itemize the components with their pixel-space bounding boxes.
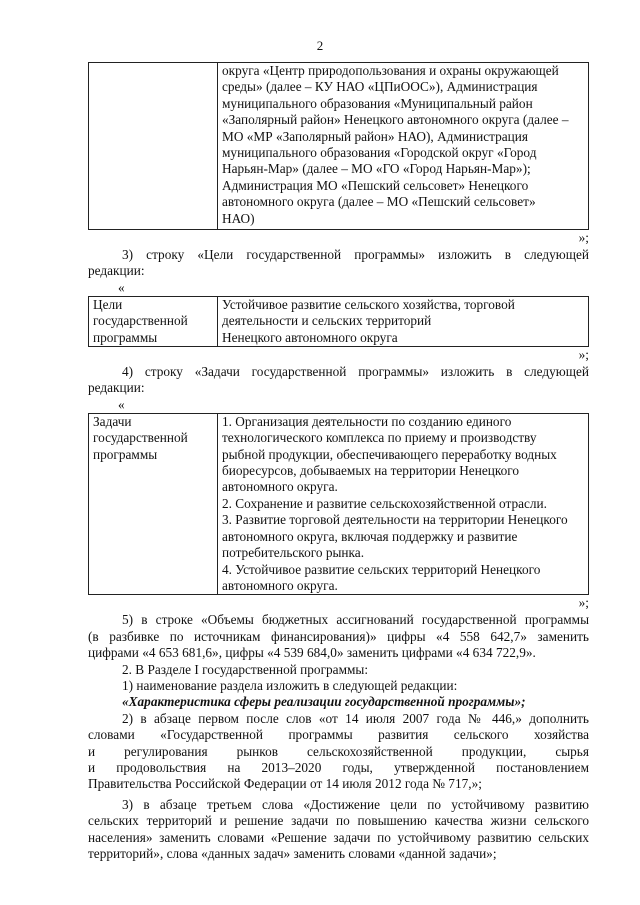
table-line: МО «МР «Заполярный район» НАО), Администрация [222,128,528,144]
paragraph-line: 3) в абзаце третьем слова «Достижение цели по устойчивому развитию [122,796,589,812]
table-row [89,413,589,594]
table-line: «Заполярный район» Ненецкого автономного округа (далее – [222,112,569,128]
paragraph-line: 4) строку «Задачи государственной программы» изложить в следующей [122,364,589,380]
table-line: программы [93,446,158,462]
table-line: Нарьян-Мар» (далее – МО «ГО «Город Нарьян-Мар»); [222,161,531,177]
item-4-paragraph [88,364,589,397]
table-cell-right [218,63,589,230]
sub-item-2-paragraph [88,711,589,793]
paragraph-line: территорий», слова «данных задач» заменить словами «данной задачи»; [88,846,497,861]
table-line: потребительского рынка. [222,545,365,561]
table-line: автономного округа. [222,479,338,495]
table-line: деятельности и сельских территорий [222,313,432,329]
table-line: автономного округа (далее – МО «Пешский сельсовет» [222,194,536,210]
table-cell-left [89,296,218,346]
document-content [88,62,589,862]
table-line: НАО) [222,210,255,226]
paragraph-line: населения» заменить словами «Решение задачи по устойчивому развитию сельских [88,829,589,845]
table-line: 2. Сохранение и развитие сельскохозяйственной отрасли. [222,495,548,511]
item-5-paragraph [88,612,589,661]
table-cell-left [89,63,218,230]
table-cell-left [89,413,218,594]
opening-quote: « [118,279,125,295]
table-line: 4. Устойчивое развитие сельских территорий Ненецкого [222,561,541,577]
paragraph-line: и регулирования рынков сельскохозяйственной продукции, сырья [88,743,589,759]
closing-quote: »; [578,230,589,245]
paragraph-line: 5) в строке «Объемы бюджетных ассигнований государственной программы [122,612,589,628]
paragraph-line: словами «Государственной программы развития сельского хозяйства [88,727,589,743]
table-line: Устойчивое развитие сельского хозяйства, торговой [222,296,515,312]
table-line: технологического комплекса по приему и производству [222,430,537,446]
table-row [89,296,589,346]
table-line: Администрация МО «Пешский сельсовет» Ненецкого [222,177,529,193]
paragraph-line: 2) в абзаце первом после слов «от 14 июля 2007 года № 446,» дополнить [122,710,589,726]
table-row [89,63,589,230]
paragraph-line: редакции: [88,380,145,396]
table-line: государственной [93,313,188,329]
new-section-heading: «Характеристика сферы реализации государственной программы»; [122,694,526,710]
table-line: Цели [93,296,123,312]
table-line: 3. Развитие торговой деятельности на территории Ненецкого [222,512,568,528]
paragraph-line: сельских территорий и решение задачи по повышению качества жизни сельского [88,813,589,829]
goals-table [88,296,589,347]
table-line: среды» (далее – КУ НАО «ЦПиООС»), Администрация [222,79,538,95]
paragraph-line: (в разбивке по источникам финансирования)» цифры «4 558 642,7» заменить [88,628,589,644]
table-line: программы [93,329,158,345]
table-line: рыбной продукции, обеспечивающего переработку водных [222,446,557,462]
section-2-paragraph: 2. В Разделе I государственной программы: [122,661,369,677]
table-line: Задачи [93,413,132,429]
opening-quote: « [118,396,125,412]
paragraph-line: и продовольствия на 2013–2020 годы, утвержденной постановлением [88,759,589,775]
continuation-table [88,62,589,230]
table-line: государственной [93,430,188,446]
table-cell-right [218,413,589,594]
closing-quote: »; [578,595,589,611]
table-cell-right [218,296,589,346]
sub-item-3-paragraph [88,797,589,863]
table-line: автономного округа, включая поддержку и развитие [222,528,518,544]
sub-item-1-paragraph: 1) наименование раздела изложить в следующей редакции: [122,677,458,693]
table-line: биоресурсов, добываемых на территории Ненецкого [222,463,520,479]
item-3-paragraph [88,247,589,280]
table-line: муниципального образования «Городской округ «Город [222,145,537,161]
paragraph-line: цифрами «4 653 681,6», цифры «4 539 684,0» заменить цифрами «4 634 722,9». [88,645,536,661]
table-line: Ненецкого автономного округа [222,329,398,345]
paragraph-line: Правительства Российской Федерации от 14 июля 2012 года № 717,»; [88,776,482,792]
paragraph-line: редакции: [88,263,145,279]
table-line: 1. Организация деятельности по созданию единого [222,413,512,429]
table-line: округа «Центр природопользования и охраны окружающей [222,63,559,78]
tasks-table [88,413,589,595]
closing-quote: »; [578,347,589,363]
page-number: 2 [316,38,324,53]
table-line: автономного округа. [222,577,338,593]
paragraph-line: 3) строку «Цели государственной программы» изложить в следующей [122,247,589,262]
table-line: муниципального образования «Муниципальный район [222,95,533,111]
